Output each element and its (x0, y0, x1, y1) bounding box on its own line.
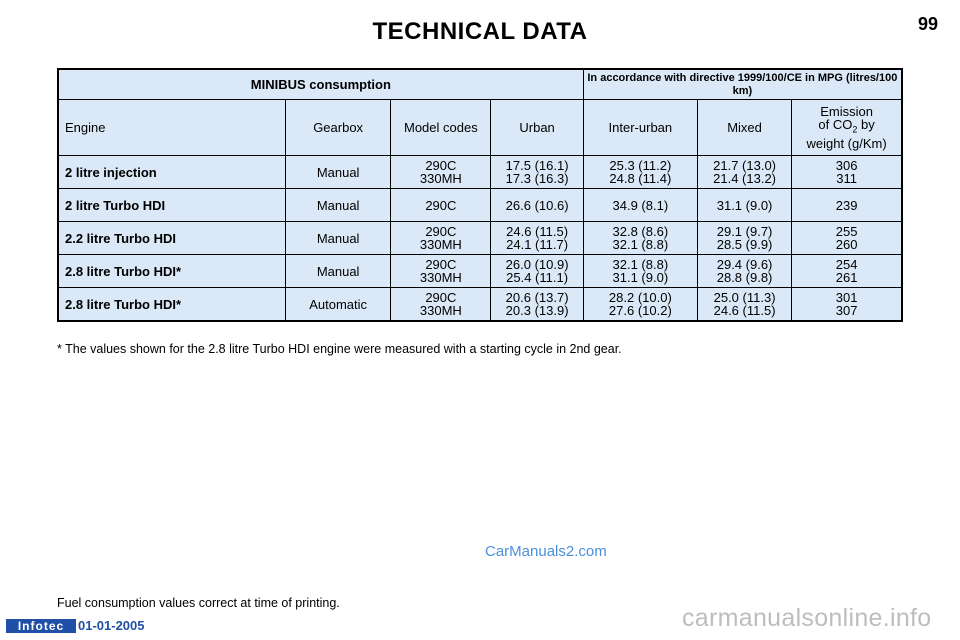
table-row (58, 189, 902, 222)
col-mixed: Mixed (697, 100, 791, 156)
cell-urban (491, 288, 583, 322)
cell-co2-line: 301 (835, 290, 858, 305)
cell-gearbox: Manual (286, 222, 391, 255)
col-emission-sub: 2 (852, 124, 858, 135)
cell-inter-urban-line: 34.9 (8.1) (612, 197, 669, 213)
cell-engine: 2.8 litre Turbo HDI* (58, 288, 286, 322)
cell-inter-urban-line: 25.3 (11.2) (609, 158, 672, 173)
asterisk-note: * The values shown for the 2.8 litre Turbo HDI engine were measured with a starting cycle in 2nd gear. (57, 342, 622, 356)
cell-mixed (697, 288, 791, 322)
cell-mixed (697, 255, 791, 288)
consumption-table (57, 68, 903, 322)
cell-mixed-line: 29.4 (9.6) (716, 257, 773, 272)
cell-model-codes (391, 255, 491, 288)
cell-inter-urban-line: 31.1 (9.0) (612, 270, 669, 285)
cell-model-codes-line: 290C (425, 158, 457, 173)
group-header-row (58, 69, 902, 100)
page-title: TECHNICAL DATA (372, 18, 588, 45)
col-model-codes: Model codes (391, 100, 491, 156)
cell-co2 (792, 255, 902, 288)
watermark-link[interactable]: CarManuals2.com (485, 543, 607, 560)
cell-inter-urban (583, 255, 697, 288)
col-urban: Urban (491, 100, 583, 156)
cell-inter-urban (583, 288, 697, 322)
cell-inter-urban-line: 32.8 (8.6) (612, 224, 669, 239)
cell-gearbox: Manual (286, 255, 391, 288)
cell-urban-line: 17.3 (16.3) (505, 171, 569, 186)
cell-urban-line: 20.3 (13.9) (505, 303, 569, 318)
cell-mixed-line: 28.8 (9.8) (716, 270, 773, 285)
col-emission-line1: Emission (820, 104, 873, 120)
cell-urban-line: 25.4 (11.1) (506, 270, 569, 285)
group-header-right: In accordance with directive 1999/100/CE in MPG (litres/100 km) (583, 69, 902, 100)
cell-inter-urban-line: 32.1 (8.8) (612, 257, 669, 272)
cell-urban-line: 24.6 (11.5) (506, 224, 569, 239)
group-header-left: MINIBUS consumption (58, 69, 583, 100)
cell-inter-urban-line: 27.6 (10.2) (608, 303, 672, 318)
cell-inter-urban-line: 32.1 (8.8) (612, 237, 669, 252)
table-row (58, 288, 902, 322)
cell-model-codes (391, 156, 491, 189)
cell-engine: 2.2 litre Turbo HDI (58, 222, 286, 255)
fuel-note: Fuel consumption values correct at time of printing. (57, 596, 340, 610)
cell-mixed (697, 156, 791, 189)
table-row (58, 222, 902, 255)
table-row (58, 156, 902, 189)
cell-co2-line: 307 (835, 303, 858, 318)
col-inter-urban: Inter-urban (583, 100, 697, 156)
cell-co2-line: 239 (835, 197, 858, 213)
cell-urban-line: 26.6 (10.6) (505, 197, 569, 213)
col-emission-line3: weight (g/Km) (806, 135, 887, 151)
edition-date: 01-01-2005 (78, 618, 145, 633)
site-watermark: carmanualsonline.info (682, 604, 932, 632)
cell-model-codes-line: 330MH (419, 171, 462, 186)
cell-engine: 2.8 litre Turbo HDI* (58, 255, 286, 288)
cell-urban (491, 222, 583, 255)
cell-gearbox: Manual (286, 156, 391, 189)
col-emission (792, 100, 902, 156)
page-number: 99 (918, 14, 939, 34)
cell-mixed-line: 24.6 (11.5) (713, 303, 776, 318)
cell-inter-urban-line: 28.2 (10.0) (608, 290, 672, 305)
col-emission-co: of CO (818, 117, 853, 133)
table-row (58, 255, 902, 288)
cell-co2-line: 306 (835, 158, 858, 173)
cell-co2-line: 254 (835, 257, 858, 272)
cell-urban (491, 156, 583, 189)
cell-co2-line: 261 (835, 270, 858, 285)
col-gearbox: Gearbox (286, 100, 391, 156)
cell-mixed (697, 222, 791, 255)
cell-engine: 2 litre Turbo HDI (58, 189, 286, 222)
cell-co2-line: 311 (836, 171, 857, 186)
cell-model-codes (391, 288, 491, 322)
cell-mixed-line: 31.1 (9.0) (716, 197, 773, 213)
cell-urban (491, 255, 583, 288)
cell-urban-line: 17.5 (16.1) (505, 158, 569, 173)
col-emission-by: by (857, 117, 875, 133)
cell-engine: 2 litre injection (58, 156, 286, 189)
cell-co2 (792, 156, 902, 189)
cell-model-codes-line: 290C (425, 224, 457, 239)
cell-co2 (792, 189, 902, 222)
cell-model-codes (391, 189, 491, 222)
cell-mixed-line: 29.1 (9.7) (716, 224, 773, 239)
cell-model-codes-line: 330MH (419, 303, 462, 318)
cell-inter-urban (583, 156, 697, 189)
cell-model-codes-line: 290C (425, 197, 457, 213)
column-header-row (58, 100, 902, 156)
cell-mixed-line: 21.4 (13.2) (713, 171, 776, 186)
cell-mixed (697, 189, 791, 222)
cell-model-codes-line: 290C (425, 290, 457, 305)
col-engine: Engine (58, 100, 286, 156)
cell-gearbox: Automatic (286, 288, 391, 322)
cell-inter-urban (583, 222, 697, 255)
cell-co2-line: 260 (835, 237, 858, 252)
col-emission-line2 (794, 118, 899, 137)
cell-inter-urban-line: 24.8 (11.4) (609, 171, 672, 186)
cell-co2-line: 255 (835, 224, 858, 239)
cell-urban-line: 20.6 (13.7) (505, 290, 569, 305)
cell-mixed-line: 21.7 (13.0) (713, 158, 776, 173)
cell-co2 (792, 222, 902, 255)
cell-gearbox: Manual (286, 189, 391, 222)
cell-urban-line: 24.1 (11.7) (506, 237, 569, 252)
cell-model-codes-line: 290C (425, 257, 457, 272)
cell-mixed-line: 28.5 (9.9) (716, 237, 773, 252)
table-body (58, 156, 902, 322)
cell-inter-urban (583, 189, 697, 222)
infotec-logo: Infotec (6, 619, 76, 633)
cell-mixed-line: 25.0 (11.3) (713, 290, 776, 305)
cell-urban-line: 26.0 (10.9) (505, 257, 569, 272)
cell-model-codes (391, 222, 491, 255)
cell-urban (491, 189, 583, 222)
cell-model-codes-line: 330MH (419, 270, 462, 285)
cell-co2 (792, 288, 902, 322)
cell-model-codes-line: 330MH (419, 237, 462, 252)
